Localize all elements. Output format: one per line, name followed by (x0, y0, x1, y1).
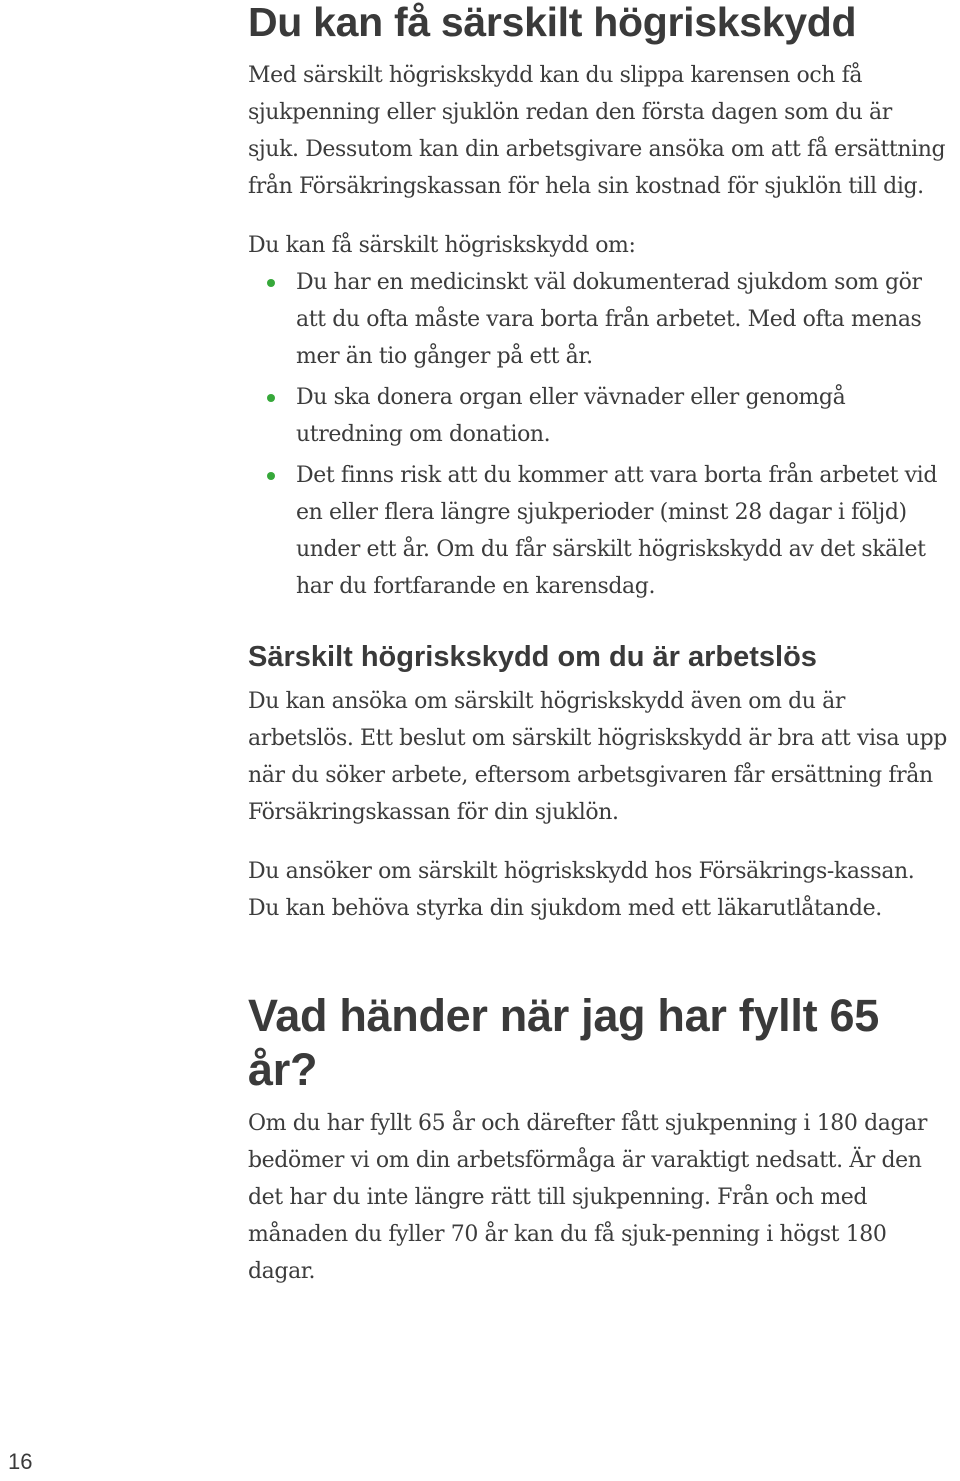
list-item (248, 379, 948, 453)
application-paragraph: Du ansöker om särskilt högriskskydd hos Försäkrings-kassan. Du kan behöva styrka din sjukdom med ett läkarutlåtande. (248, 859, 915, 921)
list-item-text: Det finns risk att du kommer att vara borta från arbetet vid en eller flera längre sjukperioder (minst 28 dagar i följd) under ett år. Om du får särskilt högriskskydd av det skälet har du fortfarande en karensdag. (296, 463, 937, 599)
page-number: 16 (8, 1449, 33, 1474)
heading-special-high-risk-protection: Du kan få särskilt högriskskydd (248, 0, 857, 45)
criteria-list (248, 264, 948, 605)
intro-paragraph: Med särskilt högriskskydd kan du slippa karensen och få sjukpenning eller sjuklön redan den första dagen som du är sjuk. Dessutom kan din arbetsgivare ansöka om att få ersättning från Försäkringskassan för hela sin kostnad för sjuklön till dig. (248, 63, 946, 199)
list-item (248, 264, 948, 375)
bullet-icon (267, 279, 275, 287)
heading-unemployed: Särskilt högriskskydd om du är arbetslös (248, 641, 817, 673)
bullet-icon (267, 472, 275, 480)
heading-age-65: Vad händer när jag har fyllt 65 år? (248, 990, 879, 1095)
bullet-icon (267, 394, 275, 402)
list-item-text: Du har en medicinskt väl dokumenterad sjukdom som gör att du ofta måste vara borta från arbetet. Med ofta menas mer än tio gånger på ett år. (296, 270, 922, 369)
list-item (248, 457, 948, 605)
list-intro: Du kan få särskilt högriskskydd om: (248, 233, 636, 258)
page-content (248, 0, 948, 1290)
age-65-paragraph: Om du har fyllt 65 år och därefter fått sjukpenning i 180 dagar bedömer vi om din arbetsförmåga är varaktigt nedsatt. Är den det har du inte längre rätt till sjukpenning. Från och med månaden du fyller 70 år kan du få sjuk-penning i högst 180 dagar. (248, 1111, 927, 1284)
list-item-text: Du ska donera organ eller vävnader eller genomgå utredning om donation. (296, 385, 846, 447)
unemployed-paragraph: Du kan ansöka om särskilt högriskskydd även om du är arbetslös. Ett beslut om särskilt högriskskydd är bra att visa upp när du söker arbete, eftersom arbetsgivaren får ersättning från Försäkringskassan för din sjuklön. (248, 689, 947, 825)
